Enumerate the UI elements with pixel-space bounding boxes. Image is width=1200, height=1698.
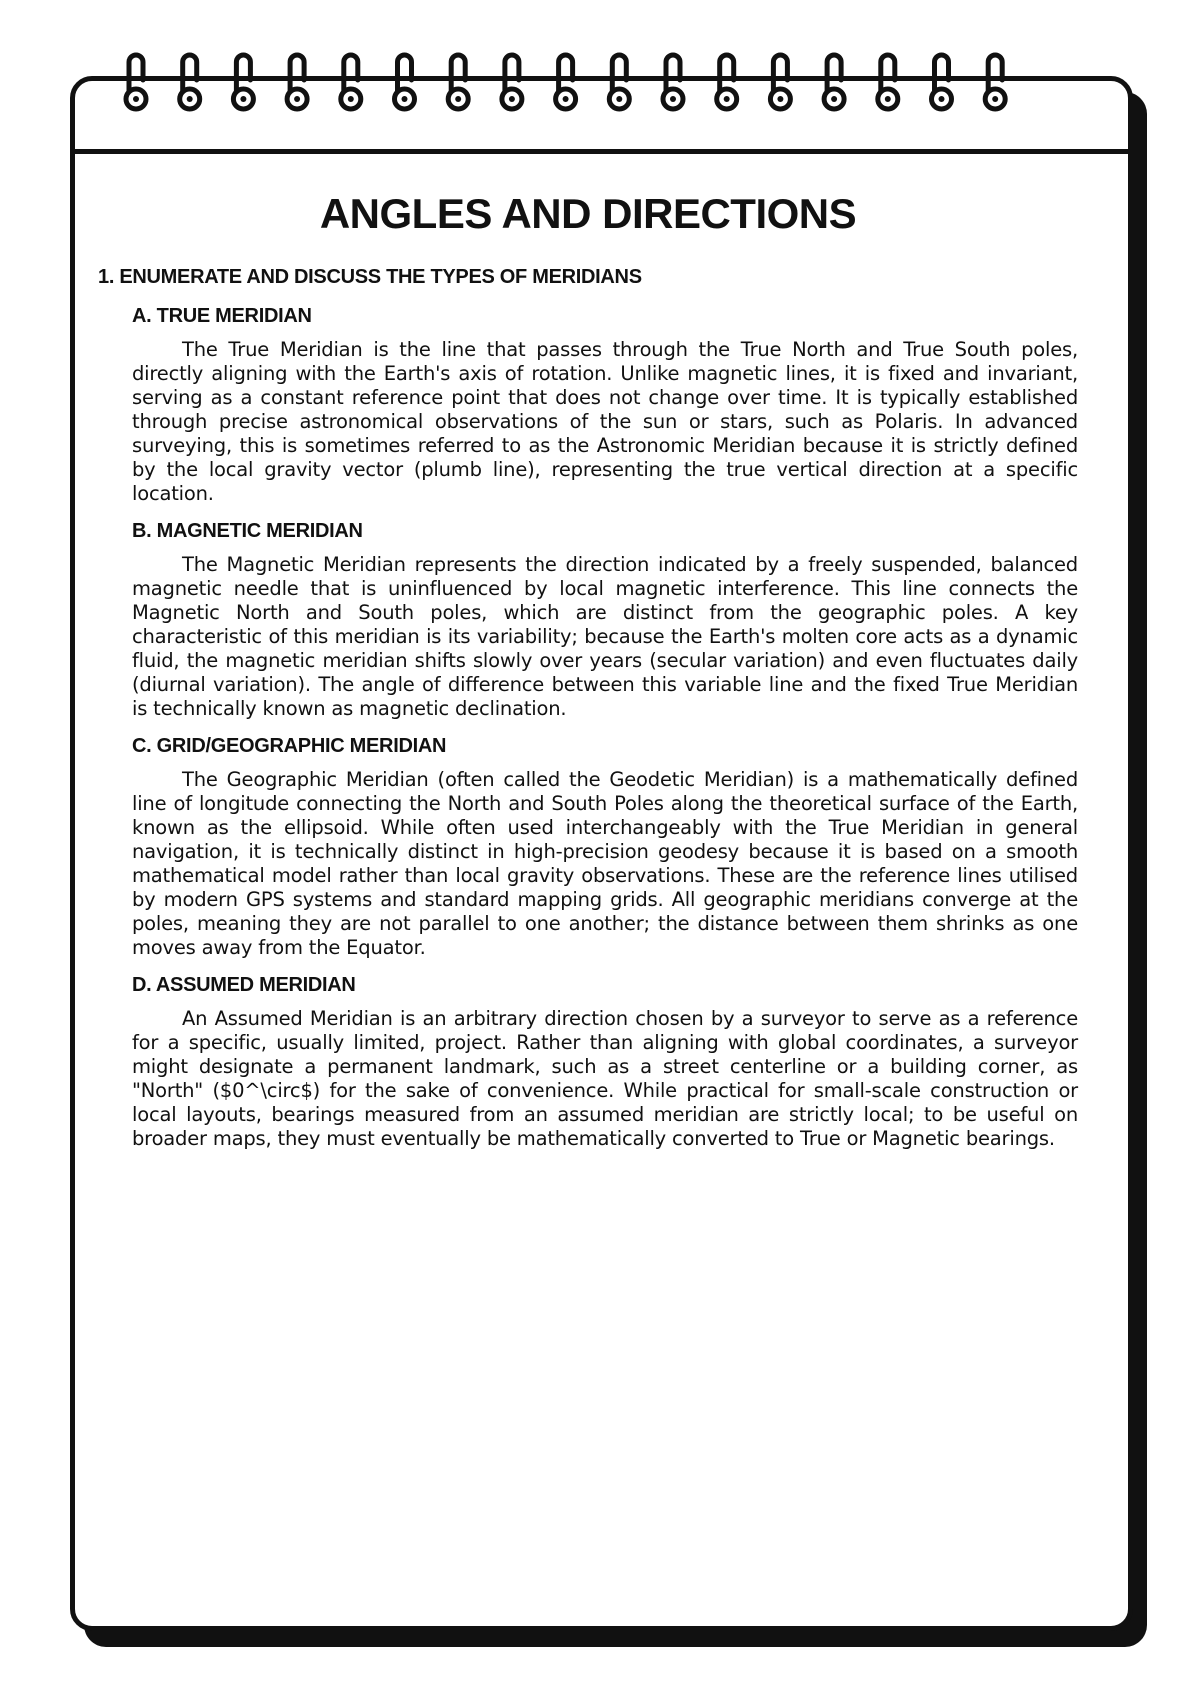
section-heading: B. MAGNETIC MERIDIAN (132, 520, 363, 542)
section-heading: C. GRID/GEOGRAPHIC MERIDIAN (132, 735, 447, 757)
section-assumed-meridian (132, 974, 1078, 1151)
section-body: The Magnetic Meridian represents the direction indicated by a freely suspended, balanced magnetic needle that is uninfluenced by local magnetic interference. This line connects the Magnetic North and South poles, which are distinct from the geographic poles. A key characteristic of this meridian is its variability; because the Earth's molten core acts as a dynamic fluid, the magnetic meridian shifts slowly over years (secular variation) and even fluctuates daily (diurnal variation). The angle of difference between this variable line and the fixed True Meridian is technically known as magnetic declination. (132, 553, 1078, 720)
page-title: ANGLES AND DIRECTIONS (319, 190, 857, 237)
section-body: An Assumed Meridian is an arbitrary direction chosen by a surveyor to serve as a reference for a specific, usually limited, project. Rather than aligning with global coordinates, a surveyor might designate a permanent landmark, such as a street centerline or a building corner, as "North" ($0^\circ$) for the sake of convenience. While practical for small-scale construction or local layouts, bearings measured from an assumed meridian are strictly local; to be useful on broader maps, they must eventually be mathematically converted to True or Magnetic bearings. (132, 1007, 1078, 1150)
notebook-header-divider (75, 149, 1128, 154)
section-heading: A. TRUE MERIDIAN (132, 305, 312, 327)
section-body: The True Meridian is the line that passes through the True North and True South poles, directly aligning with the Earth's axis of rotation. Unlike magnetic lines, it is fixed and invariant, serving as a constant reference point that does not change over time. It is typically established through precise astronomical observations of the sun or stars, such as Polaris. In advanced surveying, this is sometimes referred to as the Astronomic Meridian because it is strictly defined by the local gravity vector (plumb line), representing the true vertical direction at a specific location. (132, 338, 1078, 505)
section-magnetic-meridian (132, 520, 1078, 721)
section-heading: D. ASSUMED MERIDIAN (132, 974, 356, 996)
question-heading: 1. ENUMERATE AND DISCUSS THE TYPES OF MERIDIANS (98, 266, 642, 288)
section-grid-geographic-meridian (132, 735, 1078, 960)
section-body: The Geographic Meridian (often called the Geodetic Meridian) is a mathematically defined line of longitude connecting the North and South Poles along the theoretical surface of the Earth, known as the ellipsoid. While often used interchangeably with the True Meridian in general navigation, it is technically distinct in high-precision geodesy because it is based on a smooth mathematical model rather than local gravity observations. These are the reference lines utilised by modern GPS systems and standard mapping grids. All geographic meridians converge at the poles, meaning they are not parallel to one another; the distance between them shrinks as one moves away from the Equator. (132, 768, 1078, 959)
document-content (98, 180, 1078, 1165)
section-true-meridian (132, 305, 1078, 506)
